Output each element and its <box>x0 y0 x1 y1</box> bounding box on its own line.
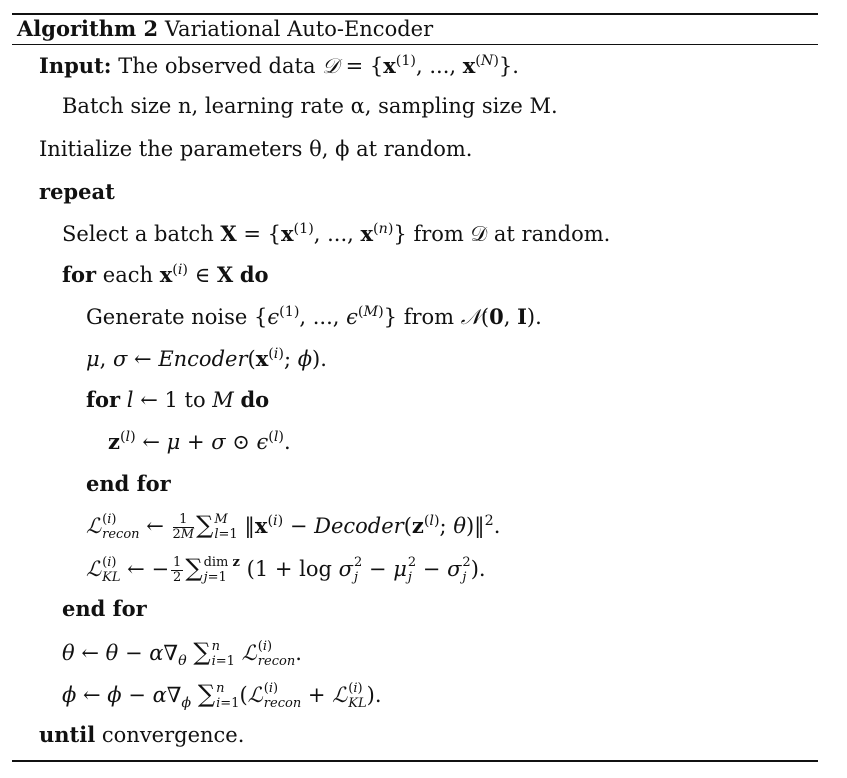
top-rule <box>12 13 818 15</box>
until-line <box>39 722 244 748</box>
recon-loss-line: ℒ (i) recon ← $\frac{1}{2M}$ ∑ M l=1 $‖x^{(i)}$ − $Decoder(z^{(l)}$; θ)‖$^2$. <box>86 511 501 542</box>
end-for-inner: end for <box>86 471 171 496</box>
init-text: Initialize the parameters θ, ϕ at random. <box>39 137 473 161</box>
kl-loss-line: ℒ (i) KL ← − $\frac{1}{2}$ ∑ dim z j=1 (1 + log σ 2 j − μ 2 j − σ 2 j ). <box>86 554 486 585</box>
end-for-inner-line <box>86 471 171 497</box>
phi-update-line: ϕ ← $\phi - \alpha\nabla_\phi$ ∑ n i=1 (ℒ (i) recon + ℒ (i) KL ). <box>62 680 382 712</box>
batch-line <box>62 94 558 119</box>
generate-noise-line: Generate noise {$\epsilon^{(1)}$, ..., $\epsilon^{(M)}$} from 𝒩(0, I). <box>86 304 542 329</box>
decoder-function: Decoder <box>314 514 404 538</box>
to-text: to <box>184 388 206 412</box>
select-text: Select a batch <box>62 222 214 246</box>
theta-update-line: θ ← $\theta - \alpha\nabla_\theta$ ∑ n i=1 ℒ (i) recon . <box>62 638 302 670</box>
end-for-outer: end for <box>62 596 147 621</box>
select-tail: from 𝒟 at random. <box>413 222 611 246</box>
end-for-outer-line <box>62 596 147 622</box>
for-l-line: for l ← 1 to M do <box>86 387 270 412</box>
algorithm-caption <box>17 16 433 41</box>
init-line <box>39 137 472 162</box>
algorithm-label: Algorithm 2 <box>17 16 159 41</box>
reparam-line: $z^{(l)}$ ← μ + σ ⊙ $\epsilon^{(l)}$. <box>108 429 291 454</box>
encoder-function: Encoder <box>158 347 248 371</box>
repeat-line <box>39 179 115 205</box>
for-each-text: each <box>102 263 154 287</box>
do-l-keyword: do <box>240 387 270 412</box>
bottom-rule <box>12 760 818 762</box>
for-keyword: for <box>62 262 97 287</box>
for-each-line: for each $x^{(i)}$ ∈ X do <box>62 262 269 287</box>
select-batch-line: Select a batch $X = \{x^{(1)}$, ..., $x^{(n)}$} from 𝒟 at random. <box>62 221 611 246</box>
batch-text: Batch size n, learning rate α, sampling size M. <box>62 94 558 118</box>
until-text: convergence. <box>101 723 245 747</box>
input-text: The observed data <box>118 54 316 78</box>
encoder-line: μ, σ ← $Encoder(x^{(i)}$; ϕ). <box>86 346 327 371</box>
for-l-keyword: for <box>86 387 121 412</box>
input-line: Input: The observed data 𝒟 = {$x^{(1)}$, ..., $x^{(N)}$}. <box>39 53 519 78</box>
generate-text: Generate noise <box>86 305 248 329</box>
repeat-keyword: repeat <box>39 179 115 204</box>
until-keyword: until <box>39 722 96 747</box>
do-keyword: do <box>239 262 269 287</box>
generate-tail: from <box>403 305 455 329</box>
header-rule <box>12 44 818 45</box>
input-keyword: Input: <box>39 53 112 78</box>
algorithm-title: Variational Auto-Encoder <box>164 17 434 41</box>
